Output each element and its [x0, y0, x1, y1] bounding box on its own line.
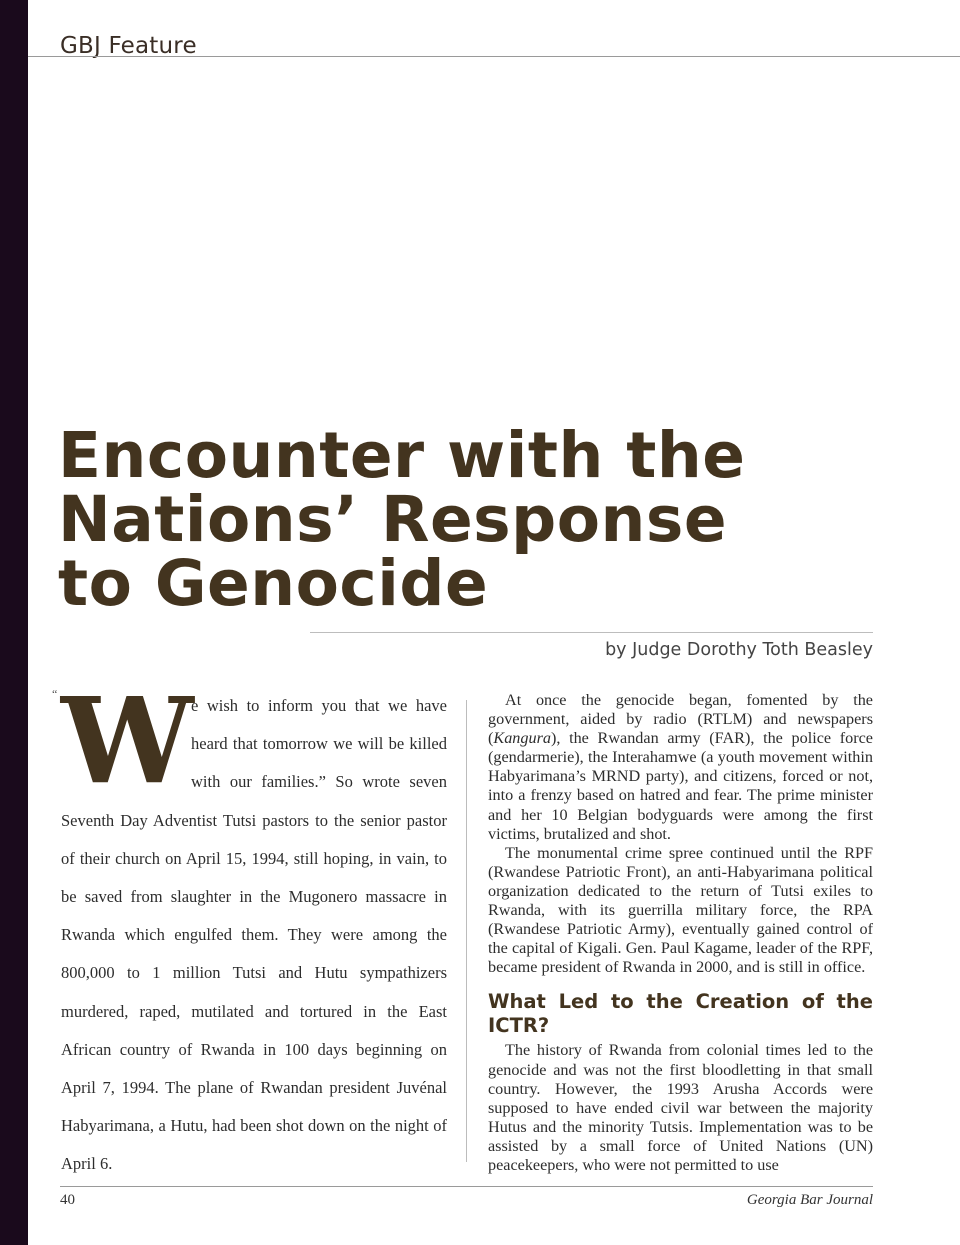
header-rule — [28, 56, 960, 57]
byline: by Judge Dorothy Toth Beasley — [605, 640, 873, 660]
section-label: GBJ Feature — [60, 33, 197, 59]
drop-cap: W — [61, 671, 188, 810]
paragraph-2: The monumental crime spree continued until the RPF (Rwandese Patriotic Front), an anti-Habyarimana political organization dedicated to the return of Tutsi exiles to Rwanda, with its guerrilla military force, the RPA (Rwandese Patriotic Army), eventually gained control of the capital of Kigali. Gen. Paul Kagame, leader of the RPF, became president of Rwanda in 2000, and is still in office. — [488, 843, 873, 977]
right-column — [488, 691, 873, 1175]
left-column — [61, 671, 447, 1184]
page-number: 40 — [60, 1192, 75, 1208]
paragraph-1: At once the genocide began, fomented by the government, aided by radio (RTLM) and newspapers (Kangura), the Rwandan army (FAR), the police force (gendarmerie), the Interahamwe (a youth movement within Habyarimana’s MRND party), and citizens, forced or not, into a frenzy based on hatred and fear. The prime minister and her 10 Belgian bodyguards were among the first victims, brutalized and shot. — [488, 691, 873, 843]
byline-rule — [310, 632, 873, 633]
subheading: What Led to the Creation of the ICTR? — [488, 990, 873, 1038]
newspaper-name: Kangura — [493, 729, 551, 748]
journal-name: Georgia Bar Journal — [746, 1192, 873, 1208]
title-line-3: to Genocide — [58, 547, 489, 620]
paragraph-3: The history of Rwanda from colonial times led to the genocide and was not the first bloodletting in that small country. However, the 1993 Arusha Accords were supposed to have ended civil war between the majority Hutus and the minority Tutsis. Implementation was to be assisted by a small force of United Nations (UN) peacekeepers, who were not permitted to use — [488, 1041, 873, 1174]
page-spine-bar — [0, 0, 28, 1245]
title-line-2: Nations’ Response — [58, 483, 728, 556]
left-column-text: e wish to inform you that we have heard that tomorrow we will be killed with our families.” So wrote seven Seventh Day Adventist Tutsi pastors to the senior pastor of their church on April 15, 1994, still hoping, in vain, to be saved from slaughter in the Mugonero massacre in Rwanda which engulfed them. They were among the 800,000 to 1 million Tutsi and Hutu sympathizers murdered, raped, mutilated and tortured in the East African country of Rwanda in 100 days beginning on April 7, 1994. The plane of Rwandan president Juvénal Habyarimana, a Hutu, had been shot down on the night of April 6. — [61, 696, 447, 1174]
open-quote-mark: “ — [52, 687, 58, 701]
footer-rule — [60, 1186, 873, 1187]
article-title — [58, 419, 746, 620]
column-divider — [466, 700, 467, 1162]
title-line-1: Encounter with the — [58, 419, 746, 492]
